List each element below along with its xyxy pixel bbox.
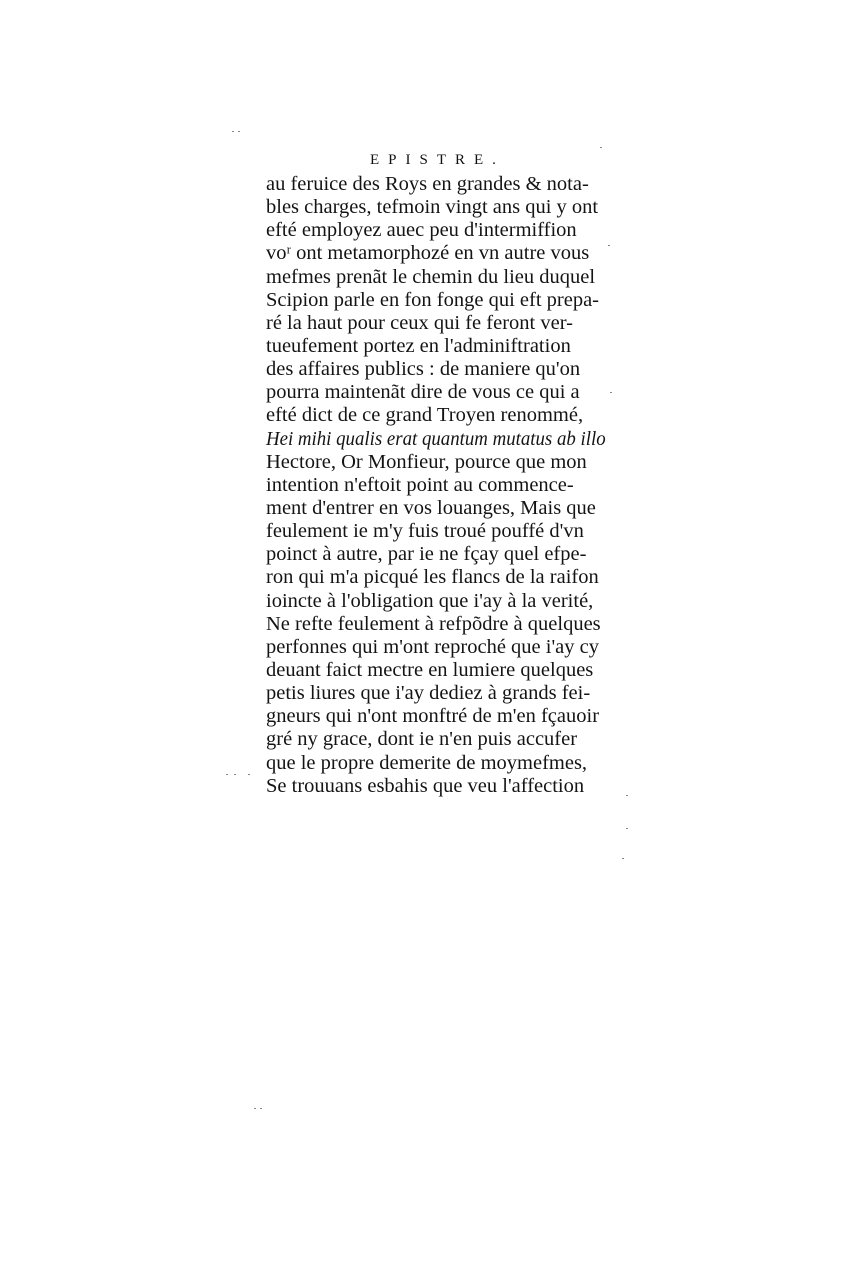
text-line: ment d'entrer en vos louanges, Mais que: [266, 496, 596, 519]
text-line: efté dict de ce grand Troyen renommé,: [266, 404, 584, 427]
scan-speck: [610, 392, 612, 393]
body-text: [266, 173, 606, 798]
text-line: feulement ie m'y fuis troué pouffé d'vn: [266, 520, 584, 543]
text-line-italic: Hei mihi qualis erat quantum mutatus ab illo: [266, 427, 606, 450]
text-line: ioincte à l'obligation que i'ay à la verité,: [266, 589, 594, 612]
scan-speck: [608, 245, 610, 246]
text-line: gneurs qui n'ont monftré de m'en fçauoir: [266, 705, 600, 728]
text-line: pourra maintenãt dire de vous ce qui a: [266, 381, 580, 404]
text-line: Ne refte feulement à refpõdre à quelques: [266, 612, 601, 635]
scan-speck: [232, 131, 234, 132]
text-line: voʳ ont metamorphozé en vn autre vous: [266, 242, 590, 265]
text-line: deuant faict mectre en lumiere quelques: [266, 658, 594, 681]
text-line: ron qui m'a picqué les flancs de la raifon: [266, 566, 599, 589]
text-line: poinct à autre, par ie ne fçay quel efpe-: [266, 543, 587, 566]
scan-speck: [248, 774, 250, 775]
scan-speck: [626, 795, 628, 796]
text-line: intention n'eftoit point au commence-: [266, 473, 574, 496]
text-line: des affaires publics : de maniere qu'on: [266, 358, 581, 381]
scan-speck: [260, 1108, 262, 1109]
text-line: efté employez auec peu d'intermiffion: [266, 219, 577, 242]
text-line: gré ny grace, dont ie n'en puis accufer: [266, 728, 578, 751]
text-line: ré la haut pour ceux qui fe feront ver-: [266, 311, 573, 334]
text-line: perfonnes qui m'ont reproché que i'ay cy: [266, 635, 599, 658]
text-line: Scipion parle en fon fonge qui eft prepa-: [266, 288, 600, 311]
scan-speck: [626, 828, 628, 829]
text-line: Hectore, Or Monfieur, pource que mon: [266, 450, 587, 473]
scan-speck: [226, 774, 228, 775]
scan-speck: [238, 131, 240, 132]
scan-speck: [234, 774, 236, 775]
running-head: EPISTRE.: [370, 152, 505, 168]
text-line: tueufement portez en l'adminiftration: [266, 334, 571, 357]
scan-speck: [622, 858, 624, 859]
text-line: que le propre demerite de moymefmes,: [266, 751, 588, 774]
text-line: Se trouuans esbahis que veu l'affection: [266, 774, 585, 797]
scan-speck: [254, 1108, 256, 1109]
text-line: bles charges, tefmoin vingt ans qui y ont: [266, 196, 599, 219]
text-line: mefmes prenãt le chemin du lieu duquel: [266, 265, 596, 288]
text-line: petis liures que i'ay dediez à grands fei-: [266, 682, 591, 705]
text-line: au feruice des Roys en grandes & nota-: [266, 173, 589, 195]
scan-speck: [600, 147, 602, 148]
